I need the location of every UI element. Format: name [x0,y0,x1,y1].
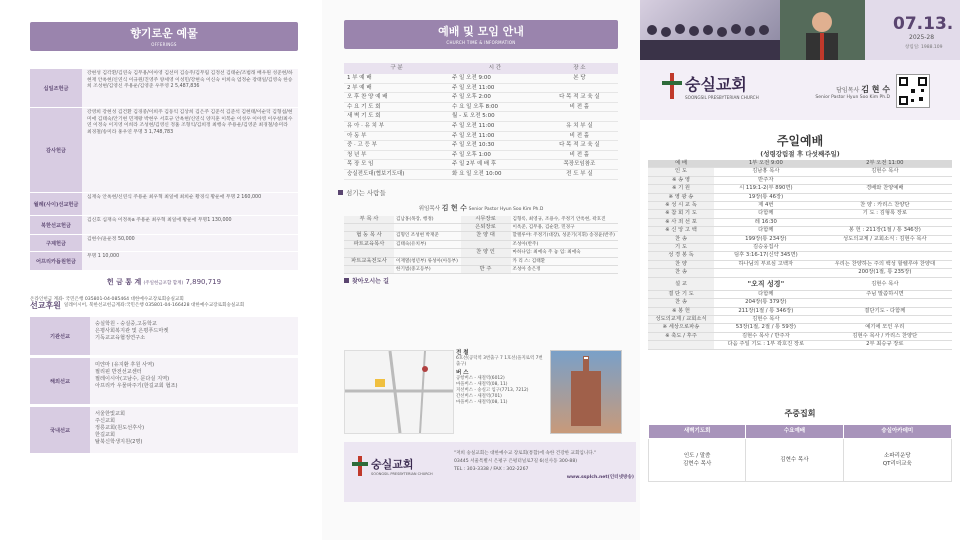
worship-row [648,324,952,332]
servant-cell: 김남홍(목장, 행정) [394,216,461,224]
pastor-photo [780,0,865,60]
footer-motto: "저희 숭실교회는 대한예수교 장로회(통합)에 속한 건강한 교회입니다." [454,451,597,456]
schedule-cell: 주 일 오후 2:00 [449,93,541,103]
midweek-cell: 소파리운당 QT리더교육 [843,439,951,482]
mission-category: 기관선교 [30,317,90,355]
offering-names: 김신호 심재숙 이정옥a 주용운 최우혁 최일애 황운애 무명1 130,000 [82,216,298,234]
schedule-row [344,102,618,112]
offering-row [30,69,298,108]
servant-cell: 시무장로 [461,216,511,224]
offering-category: 월례(사이)선교헌금 [30,193,82,215]
midweek-table [648,424,952,482]
schedule-row [344,93,618,103]
midweek-column-header: 숭실아카데미 [843,425,951,439]
worship-cell: 예 배 [648,160,714,168]
worship-row [648,210,952,218]
servant-cell [344,265,394,273]
worship-cell: 설 교 [648,277,714,290]
midweek-header-row [649,425,952,439]
schedule-cell: 주 일 오전 10:30 [449,141,541,151]
worship-row [648,185,952,193]
bus-line: 마을버스 - 새절역(08, 11) [456,400,508,405]
midweek-cell: 인도 / 말씀 김현수 목사 [649,439,746,482]
worship-cell: 찬 양 [648,260,714,268]
worship-cell: 김현수 목사 [818,277,952,290]
schedule-cell: 숭실전도대(협보기도대) [344,169,449,179]
worship-cell: 예기에 모인 우리 [818,324,952,332]
schedule-cell: 비 전 홀 [541,131,618,141]
worship-cell: 찬 송 [648,269,714,277]
worship-subtitle: (성령강림절 후 다섯째주일) [760,150,840,158]
worship-cell: 시 119:1-2(부 890면) [714,185,818,193]
servant-cell: 한기범(중고등부) [394,265,461,273]
schedule-column-header: 시 간 [449,63,541,74]
worship-row [648,260,952,268]
mission-account-note: 일레이시어, 북한선교헌금계좌:국민은행 035801-04-166428 대한예수교장로회숭실교회 [63,303,245,308]
worship-cell: 2부 최승규 장로 [818,341,952,349]
worship-cell: 반주자 [714,176,818,184]
worship-row [648,252,952,260]
worship-cell: 김현수 목사 [818,168,952,176]
offering-total-value: 7,890,719 [185,278,222,286]
offering-names: 강영희 강현성 김건환 김경중/이희주 김동익 김상희 김은주 김준석 김준석 김현태/이순덕 김형섭/현미애 김태숙/안기현 민재왕 박현우 서호규 안옥현/신연식 양지훈 이복순 이성우 이아영 이우창/최수연 이정숙 이지영 이희라 조성현/김영신 정홈 조형익/김희정 최행숙 주용운/김영준 최경철/송미라 최경철/송미라 홍우연 무명 3 1,748,783 [82,108,298,192]
pastor-en: Senior Pastor Hyun Soo Kim Ph.D [468,206,544,212]
offering-names: 강현성 김각환/김연숙 김무용/이아영 김선미 김승주/김무림 김정선 김태순/조범래 배우원 성준현/하현재 안옥현/신연식 이규원/진영주 양세영 이성민/강현숙 이신숙 이희숙 엄정순 장태일/김영숙 한승희 조성현/김영신 주용운/김영준 우무영 2 5,487,836 [82,69,298,107]
schedule-cell: 주 일 오전 9:00 [449,74,541,83]
worship-cell: 211장(1절 / 통 346장) [714,307,818,315]
church-footer [344,442,636,502]
servant-row [344,216,618,224]
worship-cell: 제 4번 [714,202,818,210]
worship-row [648,269,952,277]
schedule-cell: 유 아 · 유 치 부 [344,121,449,131]
schedule-cell: 목장모임참조 [541,160,618,170]
mission-item: 서울한빛교회 [95,411,126,417]
worship-row [648,202,952,210]
schedule-cell: 2 부 예 배 [344,83,449,93]
worship-cell: 결 단 기 도 [648,290,714,298]
mission-row [30,317,298,355]
worship-cell: 다함께 [714,210,818,218]
square-bullet-icon [338,190,343,195]
church-logo [352,456,433,476]
offering-header [30,22,298,51]
worship-cell: 하나님의 부르심 고백자 [714,260,818,268]
worship-cell: 주님 말씀하시면 [818,290,952,298]
servant-cell: 은퇴장로 [461,223,511,231]
worship-cell [818,299,952,307]
mission-row [30,407,298,453]
footer-address: 03445 서울특별시 은평구 은평터널로7길 6(신사동 300-88) [454,459,578,464]
worship-cell: 봉 헌 : 211장(1절 / 통 346장) [818,227,952,235]
schedule-cell: 청 년 부 [344,150,449,160]
offering-names: 김현수/윤운정 50,000 [82,235,298,251]
worship-cell: 성 경 봉 독 [648,252,714,260]
servant-cell: 김형록, 최영규, 조용수, 주정기 안옥현, 곽호진 [511,216,618,224]
worship-cell: 2부 오전 11:00 [818,160,952,168]
worship-cell: 경배와 찬양예배 [818,185,952,193]
offering-title: 향기로운 예물 [130,27,198,40]
worship-row [648,244,952,252]
worship-cell: ※ 봉 헌 [648,307,714,315]
mission-item: 미얀마 (유지환 후원 사역) [95,362,155,368]
offering-row [30,216,298,235]
offering-category: 북한선교헌금 [30,216,82,234]
worship-cell: 우리는 찬양하는 주의 백성 할렐루야 찬양대 [818,260,952,268]
worship-cell: 김승웅집사 [714,244,818,252]
pastor-portrait-image [780,0,865,60]
servant-row [344,265,618,273]
worship-cell: 성도의교제 / 교회소식 : 김현수 목사 [818,235,952,243]
schedule-cell: 화 요 일 오전 10:00 [449,169,541,179]
schedule-cell: 중 · 고 등 부 [344,141,449,151]
worship-row [648,176,952,184]
mission-item: 은평사회복지관 및 은평푸드마켓 [95,328,169,334]
schedule-cell: 다 목 적 교 육 실 [541,141,618,151]
schedule-panel [322,0,640,540]
worship-cell: 기 도 [648,244,714,252]
mission-item: 정릉교회(원도선후사) [95,425,145,431]
midweek-column-header: 수요예배 [746,425,843,439]
schedule-row [344,131,618,141]
worship-cell: 결단기도 - 다함께 [818,307,952,315]
servant-cell [461,240,511,248]
worship-row [648,341,952,349]
servant-cell: 김형인 조성현 박재준 [394,232,461,240]
schedule-cell: 수 요 기 도 회 [344,102,449,112]
worship-cell [818,244,952,252]
offering-row [30,193,298,216]
schedule-row [344,141,618,151]
servant-cell: 카 리 스: 김태환 [511,257,618,265]
worship-cell: 김현수 목사 [714,315,818,323]
schedule-cell: 비 전 홀 [541,150,618,160]
bus-line: 지선버스 - 숭실고 입구(7713, 7212) [456,388,529,393]
worship-row [648,277,952,290]
schedule-cell: 아 동 부 [344,131,449,141]
worship-cell: 19장(통 46장) [714,193,818,201]
servant-cell: 할렐루야: 주정기(대장), 성준기(지휘) 송경윤(반주) [511,232,618,240]
servant-cell: 이재열(청년부) 류성아(아동부) [394,257,461,265]
offering-total [30,277,298,287]
congregation-photo [640,0,780,60]
cover-church-en: SOONGSIL PRESBYTERIAN CHURCH [685,95,759,100]
servant-cell: 파트교육전도사 [344,257,394,265]
worship-cell: ※ 성 시 교 독 [648,202,714,210]
worship-row [648,193,952,201]
servants-table [344,216,618,275]
schedule-cell: 전 도 부 실 [541,169,618,179]
mission-category: 국내선교 [30,407,90,453]
mission-items [90,407,298,453]
mission-title: 선교후원 [30,301,61,310]
worship-cell: ※ 축도 / 후주 [648,332,714,340]
account-notes [30,297,306,309]
schedule-row [344,169,618,179]
bus-lines [456,376,548,406]
worship-cell: 김남홍 목사 [714,168,818,176]
worship-cell: ※ 참 회 기 도 [648,210,714,218]
cover-church-name: 숭실교회 [685,75,747,94]
midweek-title: 주중집회 [784,409,816,418]
worship-cell: 딤후 3:16-17(신약 345면) [714,252,818,260]
bulletin-number: 2025-28 [909,34,935,41]
servant-row [344,257,618,265]
mission-item: 기독교교육협정연구소 [95,335,146,341]
schedule-cell: 새 벽 기 도 회 [344,112,449,122]
schedule-cell: 목 장 모 임 [344,160,449,170]
mission-item: 한길교회 [95,432,116,438]
schedule-cell: 본 당 [541,74,618,83]
offering-table [30,69,298,271]
servant-cell [394,249,461,257]
schedule-row [344,83,618,93]
qr-code-icon[interactable] [896,74,930,108]
servant-cell: 파트교육목사 [344,240,394,248]
offering-row [30,108,298,193]
servant-row [344,232,618,240]
worship-row [648,315,952,323]
schedule-subtitle: CHURCH TIME & INFORMATION [446,40,516,45]
cross-logo-icon [352,456,368,476]
transit-info [456,350,548,406]
worship-row [648,290,952,298]
worship-row [648,307,952,315]
worship-row [648,299,952,307]
worship-cell [818,176,952,184]
mission-items [90,317,298,355]
bus-label: 버 스 [456,370,469,376]
servant-cell [344,223,394,231]
schedule-row [344,74,618,83]
pastor-label: 위임목사 [418,205,440,212]
footer-tel: TEL : 303-3338 / FAX : 302-2267 [454,467,529,472]
schedule-cell: 비 전 홀 [541,102,618,112]
mission-items [90,358,298,404]
subway-label: 전 철 [456,350,469,356]
mission-table [30,317,298,453]
schedule-header [344,20,618,49]
schedule-cell: 주 일 오전 11:00 [449,121,541,131]
offering-row [30,252,298,271]
midweek-column-header: 새벽기도회 [649,425,746,439]
schedule-cell: 1 부 예 배 [344,74,449,83]
offering-names: 심재숙 안옥현/신연식 주용운 최우혁 최일애 최희순 황경식 황운애 무명 2 160,000 [82,193,298,215]
bus-line: 간선버스 - 새절역(701) [456,394,502,399]
worship-row [648,227,952,235]
midweek-cell: 김현수 목사 [746,439,843,482]
servant-cell: 찬 양 대 [461,232,511,240]
worship-cell: ※ 영 광 송 [648,193,714,201]
worship-cell: ※ 세상으로파송 [648,324,714,332]
mission-item: 주신교회 [95,418,116,424]
cover-pastor-name: 김 현 수 [861,85,890,94]
subway-text: 6호선(공덕역 3번출구 7 1호선(을지로역 7번 출구) [456,356,543,367]
worship-cell [714,269,818,277]
servants-heading [338,188,640,197]
servant-row [344,223,618,231]
worship-cell [818,315,952,323]
pastor-name: 김 현 수 [441,203,467,212]
worship-row [648,332,952,340]
schedule-column-header: 장 소 [541,63,618,74]
worship-cell [818,252,952,260]
schedule-row [344,121,618,131]
servant-cell: 김태숙(유치부) [394,240,461,248]
worship-cell: "오직 성경" [714,277,818,290]
schedule-cell: 수 요 일 오후 8:00 [449,102,541,112]
worship-cell: 53장(1절, 2절 / 통 59장) [714,324,818,332]
congregation-crowd-image [640,0,780,60]
schedule-cell: 다 목 적 교 육 실 [541,93,618,103]
worship-order-table [648,160,952,350]
mission-row [30,358,298,404]
worship-heading [648,132,952,158]
worship-cell [818,218,952,226]
worship-cell: 찬 송 [648,235,714,243]
worship-cell: 200장(1절, 통 235장) [818,269,952,277]
mission-item: 탈북신학생지원(2명) [95,439,143,445]
offering-total-note: (주일헌금포함 합계) [143,281,184,286]
worship-cell: 다함께 [714,290,818,298]
offering-category: 십일조헌금 [30,69,82,107]
mission-item: 필레이시아(고남수, 문다실 지역) [95,376,170,382]
schedule-row [344,160,618,170]
date-box [865,0,960,60]
schedule-title: 예배 및 모임 안내 [438,25,524,38]
pastor-line [344,203,618,213]
church-building-photo [550,350,622,434]
schedule-row [344,112,618,122]
cover-pastor [790,84,890,100]
footer-church-name: 숭실교회 [371,458,414,471]
mission-item: 아프리카 우물파주기(한길교회 협조) [95,383,178,389]
servant-cell: 마하나임: 최예숙 주 놓 임: 최애숙 [511,249,618,257]
worship-row [648,168,952,176]
worship-cell: ※ 신 앙 고 백 [648,227,714,235]
worship-cell: 김현수 목사 / 카리스 찬양단 [818,332,952,340]
bulletin-date: 07.13. [893,14,954,34]
footer-web-link[interactable]: www.ssplch.net(인터넷방송) [566,475,634,480]
servant-cell: 이옥준, 김무용, 김순환, 민경구 [511,223,618,231]
worship-cell: 찬 양 : 카리스 찬양단 [818,202,952,210]
schedule-table [344,63,618,180]
worship-cell: 레 16:30 [714,218,818,226]
worship-title: 주일예배 [776,134,824,148]
schedule-cell: 오 후 찬 양 예 배 [344,93,449,103]
mission-category: 해외선교 [30,358,90,404]
offering-total-label: 헌 금 통 계 [106,278,142,286]
schedule-cell: 주 일 오후 1:00 [449,150,541,160]
worship-row [648,218,952,226]
servant-cell [461,257,511,265]
worship-cell: 204장(통 379장) [714,299,818,307]
cover-panel [640,0,960,540]
worship-cell: ※ 기 원 [648,185,714,193]
worship-cell: 찬 송 [648,299,714,307]
midweek-value-row [649,439,952,482]
worship-row [648,235,952,243]
worship-cell: 기 도 : 김형록 장로 [818,210,952,218]
servant-cell: 조성아 송은정 [511,265,618,273]
church-location-marker-icon [375,379,385,387]
servant-row [344,240,618,248]
location-map [344,350,454,434]
servants-title: 섬기는 사람들 [346,188,386,197]
online-account-note: 온라인헌금 계좌- 국민은행 035801-04-085464 대한예수교장로회숭실교회 [30,297,184,302]
servant-cell [394,223,461,231]
schedule-row [344,150,618,160]
church-banner [640,60,960,120]
cross-logo-icon [662,73,682,99]
servant-cell: 협 동 목 사 [344,232,394,240]
footer-church-en: SOONGSIL PRESBYTERIAN CHURCH [371,472,433,476]
servant-cell: 찬 양 인 [461,249,511,257]
offering-category: 구제헌금 [30,235,82,251]
worship-cell: 다함께 [714,227,818,235]
schedule-cell [541,83,618,93]
worship-cell [818,193,952,201]
cover-pastor-en: Senior Pastor Hyun Soo Kim Ph.D [815,95,890,100]
worship-cell: ※ 사 죄 선 포 [648,218,714,226]
bus-line: 공항버스 - 새절역(6012) [456,376,505,381]
servant-cell [344,249,394,257]
worship-cell [648,341,714,349]
schedule-column-header: 구 분 [344,63,449,74]
offering-subtitle: OFFERINGS [151,42,177,47]
cover-pastor-label: 담임목사 [836,87,860,94]
mission-item: 숭실학원 - 숭실중,고등학교 [95,321,157,327]
schedule-cell: 주 일 2부 예 배 후 [449,160,541,170]
servant-cell: 반 주 [461,265,511,273]
schedule-cell: 주 일 오전 11:00 [449,131,541,141]
offering-names: 무명 1 10,000 [82,252,298,270]
worship-cell: 인 도 [648,168,714,176]
footer-info [454,450,634,482]
bus-line: 마을버스 - 새절역(08, 11) [456,382,508,387]
worship-cell: 1부 오전 9:00 [714,160,818,168]
directions-heading [344,276,640,285]
mission-item: 필리핀 반전선교센터 [95,369,142,375]
schedule-cell: 주 일 오전 11:00 [449,83,541,93]
worship-cell: 다음 주일 기도 : 1부 곽호진 장로 [714,341,818,349]
worship-cell: 성도의교제 / 교회소식 [648,315,714,323]
schedule-cell: 월 - 토 오전 5:00 [449,112,541,122]
cover-church-logo [662,72,759,100]
worship-cell: ※ 송 영 [648,176,714,184]
square-bullet-icon [344,278,349,283]
servant-cell: 부 목 사 [344,216,394,224]
worship-cell: 199장(통 234장) [714,235,818,243]
offering-row [30,235,298,252]
offering-category: 어프리카돕원헌금 [30,252,82,270]
servant-row [344,249,618,257]
schedule-header-row [344,63,618,74]
worship-row [648,160,952,168]
worship-cell: 김현수 목사 / 반주자 [714,332,818,340]
map-illustration [345,351,453,433]
founded-date: 창립일: 1988.109 [905,45,943,50]
schedule-cell [541,112,618,122]
offering-category: 감사헌금 [30,108,82,192]
schedule-cell: 유 치 부 실 [541,121,618,131]
offering-panel [0,0,316,540]
directions-title: 찾아오시는 길 [352,278,389,286]
servant-cell: 조성아(반주) [511,240,618,248]
